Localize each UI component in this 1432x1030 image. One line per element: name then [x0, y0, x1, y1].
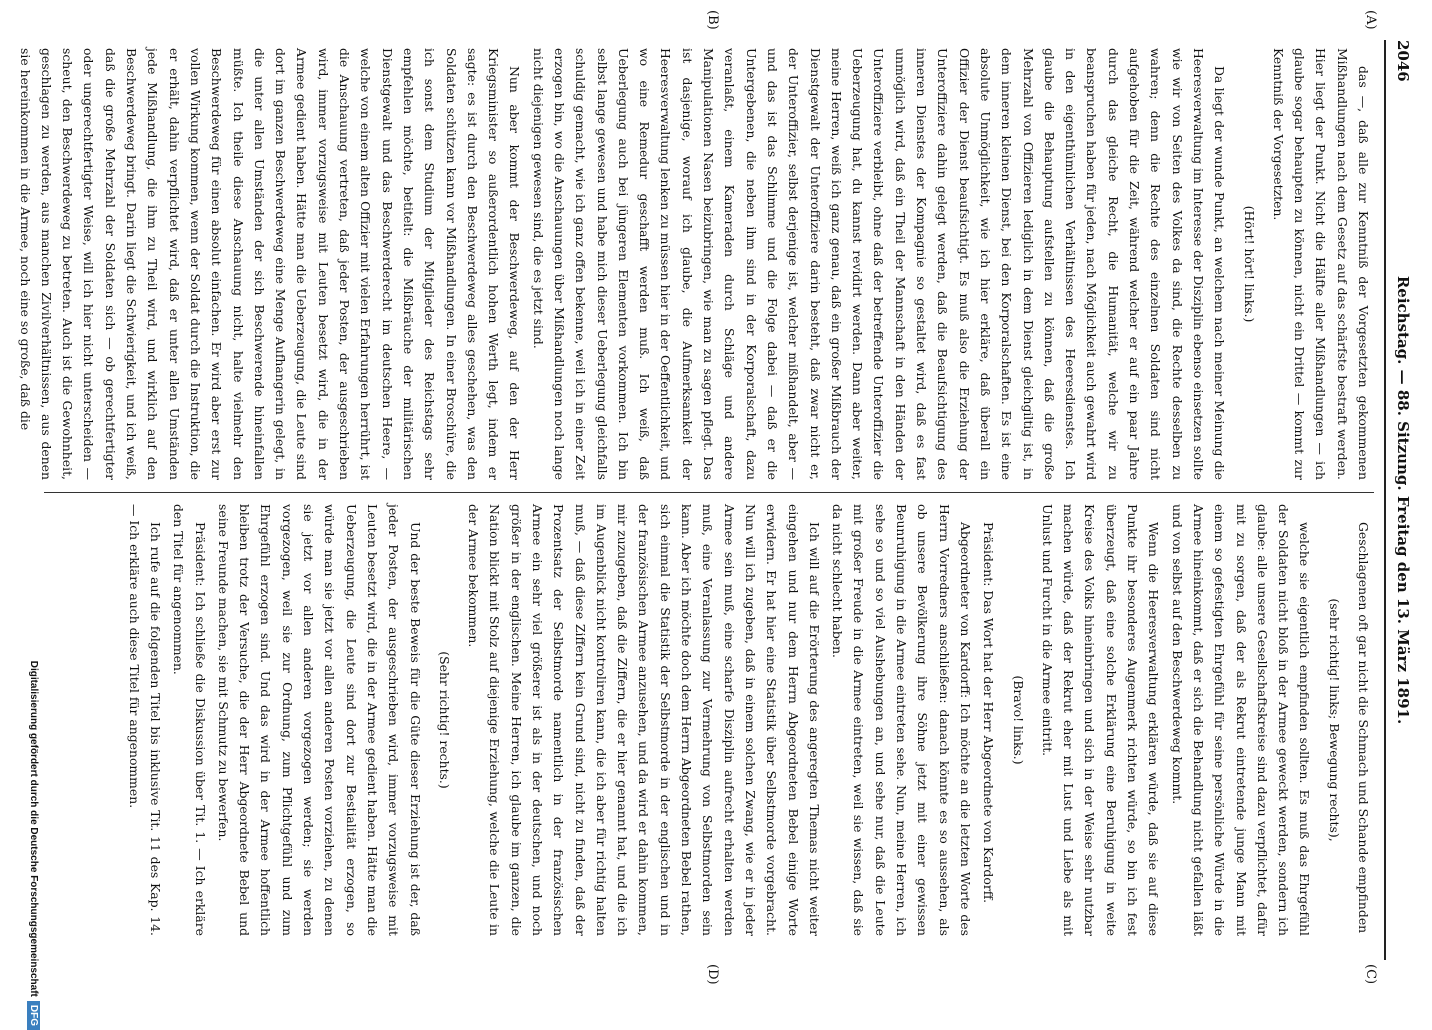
speaker-paragraph: Präsident: Ich schließe die Diskussion über Tit. 1. — Ich erkläre den Titel für angenommen.	[171, 504, 208, 936]
right-text-column	[44, 504, 1374, 936]
paragraph: Geschlagenen oft gar nicht die Schmach und Schande empfinden	[1356, 522, 1371, 934]
digitization-credit	[12, 0, 40, 1030]
paragraph: Ich will auf die Erörterung des angeregten Themas nicht weiter eingehen und nur dem Herrn Abgeordneten Bebel einige Worte erwidern. Er hat hier eine Statistik über Selbstmorde vorgebracht. Nun will ich zugeben, daß in einem solchen Zwang, wie er in jeder Armee sein muß, eine scharfe Disziplin aufrecht erhalten werden muß, eine Veranlassung zur Vermehrung von Selbstmorden sein kann. Aber ich möchte doch dem Herrn Abgeordneten Bebel rathen, sich einmal die Statistik der Selbstmorde in der englischen und in der französischen Armee anzusehen, und da wird er dahin kommen, mir zuzugeben, daß die Ziffern, die er hier genannt hat, und die ich im Augenblick nicht kontroliren kann, die ich aber für richtig halten muß, — daß diese Ziffern kein Grund sind, nicht zu finden, daß der Prozentsatz der Selbstmorde namentlich in der französischen Armee ein sehr viel größerer ist als in der deutschen, und noch größer in der englischen. Meine Herren, ich glaube im ganzen, die Nation blickt mit Stolz auf diejenige Erziehung, welche die Leute in der Armee bekommen.	[466, 504, 822, 936]
interjection: (Hört! hört! links.)	[1241, 205, 1257, 323]
paragraph: Wenn die Heeresverwaltung erklären würde, daß sie auf diese Punkte ihr besonderes Augenmerk richten würde, so bin ich fest überzeugt, daß eine solche Erklärung eine Beruhigung in weite Kreise des Volks hineinbringen und sich in der Weise sehr nutzbar machen würde, daß der Rekrut eher mit Lust und Liebe als mit Unlust und Furcht in die Armee eintritt.	[1039, 504, 1162, 936]
credit-text: Digitalisierung gefördert durch die Deutsche Forschungsgemeinschaft	[28, 660, 39, 997]
margin-marker-a: (A)	[1363, 10, 1378, 30]
paragraph: Da liegt der wunde Punkt, an welchem nach meiner Meinung die Heeresverwaltung im Interesse der Disziplin ebenso einsetzen sollte wie wir von Seiten des Volkes da sind, die Rechte desselben zu wahren; denn die Rechte des einzelnen Soldaten sind nicht aufgehoben für die Zeit, während welcher er auf ein paar Jahre durch das gleiche Recht, die Humanität, welche wir zu beanspruchen haben für jeden, nach Möglichkeit auch gewahrt wird in den eigenthümlichen Verhältnissen des Heeresdienstes. Ich glaube die Behauptung aufstellen zu können, daß die große Mehrzahl von Offizieren lediglich in dem Dienst gleichgiltig ist, in dem inneren kleinen Dienst, bei den Korporalschaften. Es ist eine absolute Unmöglichkeit, wie ich hier erkläre, daß überall ein Offizier der Dienst beaufsichtigt. Es muß also die Erziehung der Unteroffiziere dahin gelegt werden, daß die Beaufsichtigung des inneren Dienstes der Kompagnie so gestaltet wird, daß es fast unmöglich wird, daß ein Theil der Mannschaft in den Händen der Unteroffiziere verbleibt, ohne daß der betreffende Unteroffizier die Ueberzeugung hat, du kannst revidirt werden. Dann aber weiter, meine Herren, weiß ich ganz genau, daß ein großer Mißbrauch der Dienstgewalt der Unteroffiziere darin besteht, daß zwar nicht er, der Unteroffizier, selbst derjenige ist, welcher mißhandelt, aber — und das ist das Schlimme und die Folge dabei — daß er die Untergebenen, die neben ihm sind in der Korporalschaft, dazu veranlaßt, einem Kameraden durch Schläge und andere Manipulationen Nasen beizubringen, wie man zu sagen pflegt. Das ist dasjenige, worauf ich glaube, die Aufmerksamkeit der Heeresverwaltung lenken zu müssen hier in der Oeffentlichkeit, und wo eine Remedur geschafft werden muß. Ich weiß, daß Ueberlegung auch bei jüngeren Elementen vorkommen. Ich bin selbst lange gewesen und habe mich dieser Ueberlegung gleichfalls schuldig gemacht, wie ich ganz offen bekenne, weil ich in einer Zeit erzogen bin, wo die Anschauungen über Mißhandlungen noch lange nicht diejenigen gewesen sind, die es jetzt sind.	[530, 48, 1228, 480]
left-text-column	[17, 48, 1374, 480]
paragraph: Ich rufe auf die folgenden Titel bis inklusive Tit. 11 des Kap. 14. — Ich erkläre auch diese Titel für angenommen.	[126, 504, 163, 936]
paragraph: das —, daß alle zur Kenntniß der Vorgesetzten gekommenen Mißhandlungen nach dem Gesetz auf das schärfste bestraft werden. Hier liegt der Punkt. Nicht die Hälfte aller Mißhandlungen — ich glaube sogar behaupten zu können, nicht ein Drittel — kommt zur Kenntniß der Vorgesetzten.	[1270, 48, 1371, 480]
page-number: 2046	[1394, 40, 1412, 82]
margin-marker-d: (D)	[705, 964, 720, 985]
page-title: Reichstag. — 88. Sitzung. Freitag den 13. März 1891.	[1394, 275, 1412, 725]
margin-marker-b: (B)	[705, 10, 720, 30]
page-header	[1384, 40, 1420, 960]
paragraph: Und der beste Beweis für die Güte dieser Erziehung ist der, daß jeder Posten, der ausgeschrieben wird, immer vorzugsweise mit Leuten besetzt wird, die in der Armee gedient haben. Hätte man die Ueberzeugung, die Leute sind dort zur Bestialität erzogen, so würde man sie jetzt vor allen anderen Posten vorziehen, zu denen sie jetzt vor allen anderen vorgezogen werden; sie werden vorgezogen, weil sie zur Ordnung, zum Pflichtgefühl und zum Ehrgefühl erzogen sind. Und das wird in der Armee hoffentlich bleiben trotz der Versuche, die der Herr Abgeordnete Bebel und seine Freunde machen, sie mit Schmutz zu bewerfen.	[215, 504, 423, 936]
speaker-paragraph: Präsident: Das Wort hat der Herr Abgeordnete von Kardorff.	[981, 522, 997, 904]
column-divider	[44, 492, 1374, 493]
margin-marker-c: (C)	[1363, 964, 1378, 985]
interjection: (sehr richtig! links; Bewegung rechts),	[1326, 598, 1342, 842]
paragraph: welche sie eigentlich empfinden sollten. Es muß das Ehrgefühl der Soldaten nicht bloß in der Armee geweckt werden, sondern ich glaube: alle unsere Gesellschaftskreise sind dazu verpflichtet, dafür mit zu sorgen, daß der als Rekrut eintretende junge Mann mit einem so gefestigten Ehrgefühl für seine persönliche Würde in die Armee hineinkommt, daß er sich die Behandlung nicht gefallen läßt und von selbst auf den Beschwerdeweg kommt.	[1169, 504, 1313, 936]
interjection: (Bravo! links.)	[1010, 675, 1026, 765]
paragraph: Nun aber kommt der Beschwerdeweg, auf den der Herr Kriegsminister so außerordentlich hohen Werth legt, indem er sagte: es ist durch den Beschwerdeweg alles geschehen, was den Soldaten schützen kann vor Mißhandlungen. In einer Broschüre, die ich sonst dem Studium der Mitglieder des Reichstags sehr empfehlen möchte, betitelt: die Mißbräuche der militärischen Dienstgewalt und das Beschwerderecht im deutschen Heere, — welche von einem alten Offizier mit vielen Erfahrungen herrührt, ist die Anschauung vertreten, daß jeder Posten, der ausgeschrieben wird, immer vorzugsweise mit Leuten besetzt wird, die in der Armee gedient haben. Hätte man die Ueberzeugung, die Leute sind dort im ganzen Beschwerdeweg eine Menge Aufhangerin gelegt, in die unter allen Umständen der sich Beschwerende hineinfallen müßte. Ich theile diese Anschauung nicht, halte vielmehr den Beschwerdeweg für einen absolut einfachen. Er wird aber erst zur vollen Wirkung kommen, wenn der Soldat durch die Instruktion, die er erhält, dahin verpflichtet wird, daß er unter allen Umständen jede Mißhandlung, die ihm zu Theil wird, und wirklich auf den Beschwerdeweg bringt. Darin liegt die Schwierigkeit, und ich weiß, daß die große Mehrzahl der Soldaten sich — ob gerechtfertigter oder ungerechtfertigter Weise, will ich hier nicht unterscheiden — scheut, den Beschwerdeweg zu betreten. Auch ist die Gewohnheit, geschlagen zu werden, aus manchen Zivilverhältnissen, aus denen sie hereinkommen in die Armee, noch eine so große, daß die	[17, 48, 523, 480]
interjection: (Sehr richtig! rechts.)	[436, 651, 452, 789]
speaker-paragraph: Abgeordneter von Kardorff: Ich möchte an die letzten Worte des Herrn Vorredners anschließen: danach könnte es so aussehen, als ob unsere Bevölkerung ihre Söhne jetzt mit einer gewissen Beunruhigung in die Armee eintreten sehe. Nun, meine Herren, ich sehe so und so viel Aushebungen an, und sehe nur, daß die Leute mit großer Freude in die Armee eintreten, weil sie wissen, daß sie da nicht schlecht haben.	[830, 504, 973, 936]
dfg-logo: DFG	[27, 1001, 40, 1030]
